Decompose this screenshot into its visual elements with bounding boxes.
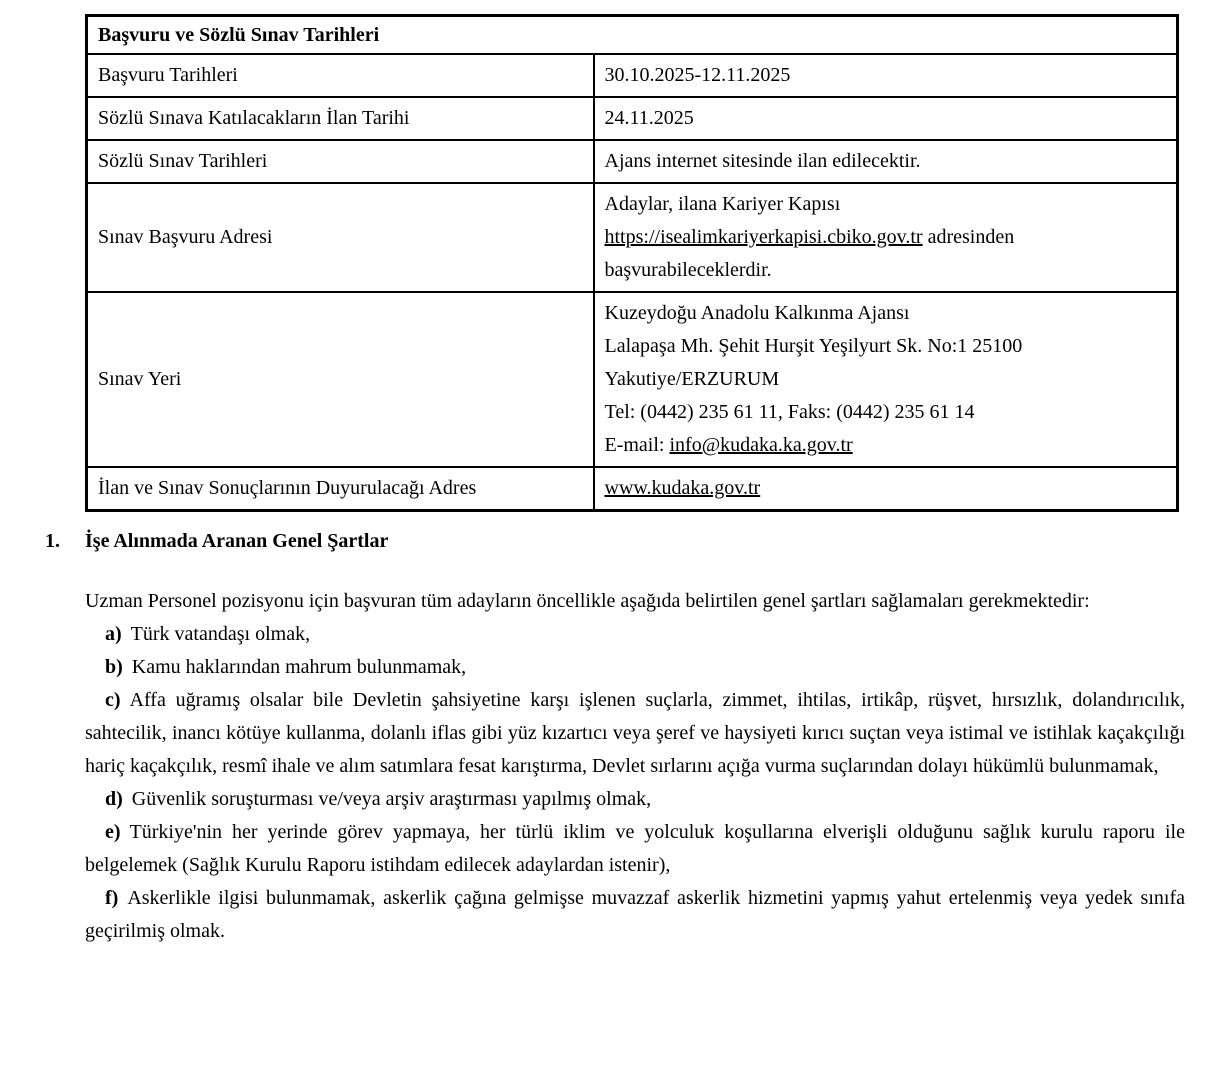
value-line [605,472,1167,505]
row-label: İlan ve Sınav Sonuçlarının Duyurulacağı Adres [87,467,594,511]
item-text: Türk vatandaşı olmak, [130,623,311,645]
exam-schedule-table [85,14,1179,512]
row-label: Sözlü Sınav Tarihleri [87,140,594,183]
value-line [605,330,1167,363]
hyperlink[interactable]: www.kudaka.gov.tr [604,477,761,499]
section-heading-row [45,528,1185,554]
row-value [594,97,1178,140]
item-marker: d) [105,788,123,810]
list-item [85,783,1185,816]
value-line [605,221,1167,254]
requirements-list [85,618,1185,948]
item-text: Güvenlik soruşturması ve/veya arşiv araştırması yapılmış olmak, [131,788,652,810]
section-general-requirements [45,528,1185,948]
text-segment: 30.10.2025-12.11.2025 [604,64,791,86]
section-heading: İşe Alınmada Aranan Genel Şartlar [85,530,389,552]
list-item [85,651,1185,684]
intro-paragraph: Uzman Personel pozisyonu için başvuran tüm adayların öncellikle aşağıda belirtilen genel şartları sağlamaları gerekmektedir: [85,590,1090,612]
value-line [605,254,1167,287]
value-line [605,145,1167,178]
row-value [594,467,1178,511]
table-row [87,97,1178,140]
text-segment: Adaylar, ilana Kariyer Kapısı [604,193,841,215]
item-marker: f) [105,887,119,909]
row-label: Sınav Yeri [87,292,594,467]
item-text: Türkiye'nin her yerinde görev yapmaya, her türlü iklim ve yolculuk koşullarına elverişli olduğunu sağlık kurulu raporu ile belgelemek (Sağlık Kurulu Raporu istihdam edilecek adaylardan istenir), [85,821,1185,876]
value-line [605,363,1167,396]
item-marker: c) [105,689,121,711]
item-marker: b) [105,656,123,678]
text-segment: E-mail: [604,434,670,456]
table-row [87,183,1178,292]
list-item [85,684,1185,783]
table-row [87,292,1178,467]
text-segment: Ajans internet sitesinde ilan edilecektir. [604,150,921,172]
text-segment: Kuzeydoğu Anadolu Kalkınma Ajansı [604,302,910,324]
table-row [87,54,1178,97]
text-segment: Tel: (0442) 235 61 11, Faks: (0442) 235 61 14 [604,401,975,423]
row-label: Sınav Başvuru Adresi [87,183,594,292]
value-line [605,429,1167,462]
list-item [85,618,1185,651]
value-line [605,297,1167,330]
item-text: Askerlikle ilgisi bulunmamak, askerlik çağına gelmişse muvazzaf askerlik hizmetini yapmış yahut ertelenmiş veya yedek sınıfa geçirilmiş olmak. [85,887,1185,942]
list-item [85,882,1185,948]
section-number: 1. [45,530,60,552]
text-segment: Lalapaşa Mh. Şehit Hurşit Yeşilyurt Sk. No:1 25100 [604,335,1023,357]
table-title: Başvuru ve Sözlü Sınav Tarihleri [87,16,1178,55]
text-segment: 24.11.2025 [604,107,694,129]
item-text: Affa uğramış olsalar bile Devletin şahsiyetine karşı işlenen suçlarla, zimmet, ihtilas, irtikâp, rüşvet, hırsızlık, dolandırıcılık, sahtecilik, inancı kötüye kullanma, dolanlı iflas gibi yüz kızartıcı veya şeref ve haysiyeti kırıcı suçtan veya istimal ve istihlak kaçakçılığı hariç kaçakçılık, resmî ihale ve alım satımlara fesat karıştırma, Devlet sırlarını açığa vurma suçlarından dolayı hükümlü bulunmamak, [85,689,1185,777]
text-segment: Yakutiye/ERZURUM [604,368,780,390]
value-line [605,59,1167,92]
value-line [605,102,1167,135]
table-row [87,467,1178,511]
text-segment: başvurabileceklerdir. [604,259,772,281]
table-row [87,140,1178,183]
row-label: Başvuru Tarihleri [87,54,594,97]
value-line [605,188,1167,221]
value-line [605,396,1167,429]
text-segment: adresinden [922,226,1015,248]
item-marker: a) [105,623,122,645]
list-item [85,816,1185,882]
hyperlink[interactable]: https://isealimkariyerkapisi.cbiko.gov.tr [604,226,923,248]
row-value [594,183,1178,292]
item-marker: e) [105,821,121,843]
row-value [594,54,1178,97]
hyperlink[interactable]: info@kudaka.ka.gov.tr [669,434,853,456]
row-value [594,292,1178,467]
item-text: Kamu haklarından mahrum bulunmamak, [131,656,467,678]
row-value [594,140,1178,183]
row-label: Sözlü Sınava Katılacakların İlan Tarihi [87,97,594,140]
table-title-row [87,16,1178,55]
